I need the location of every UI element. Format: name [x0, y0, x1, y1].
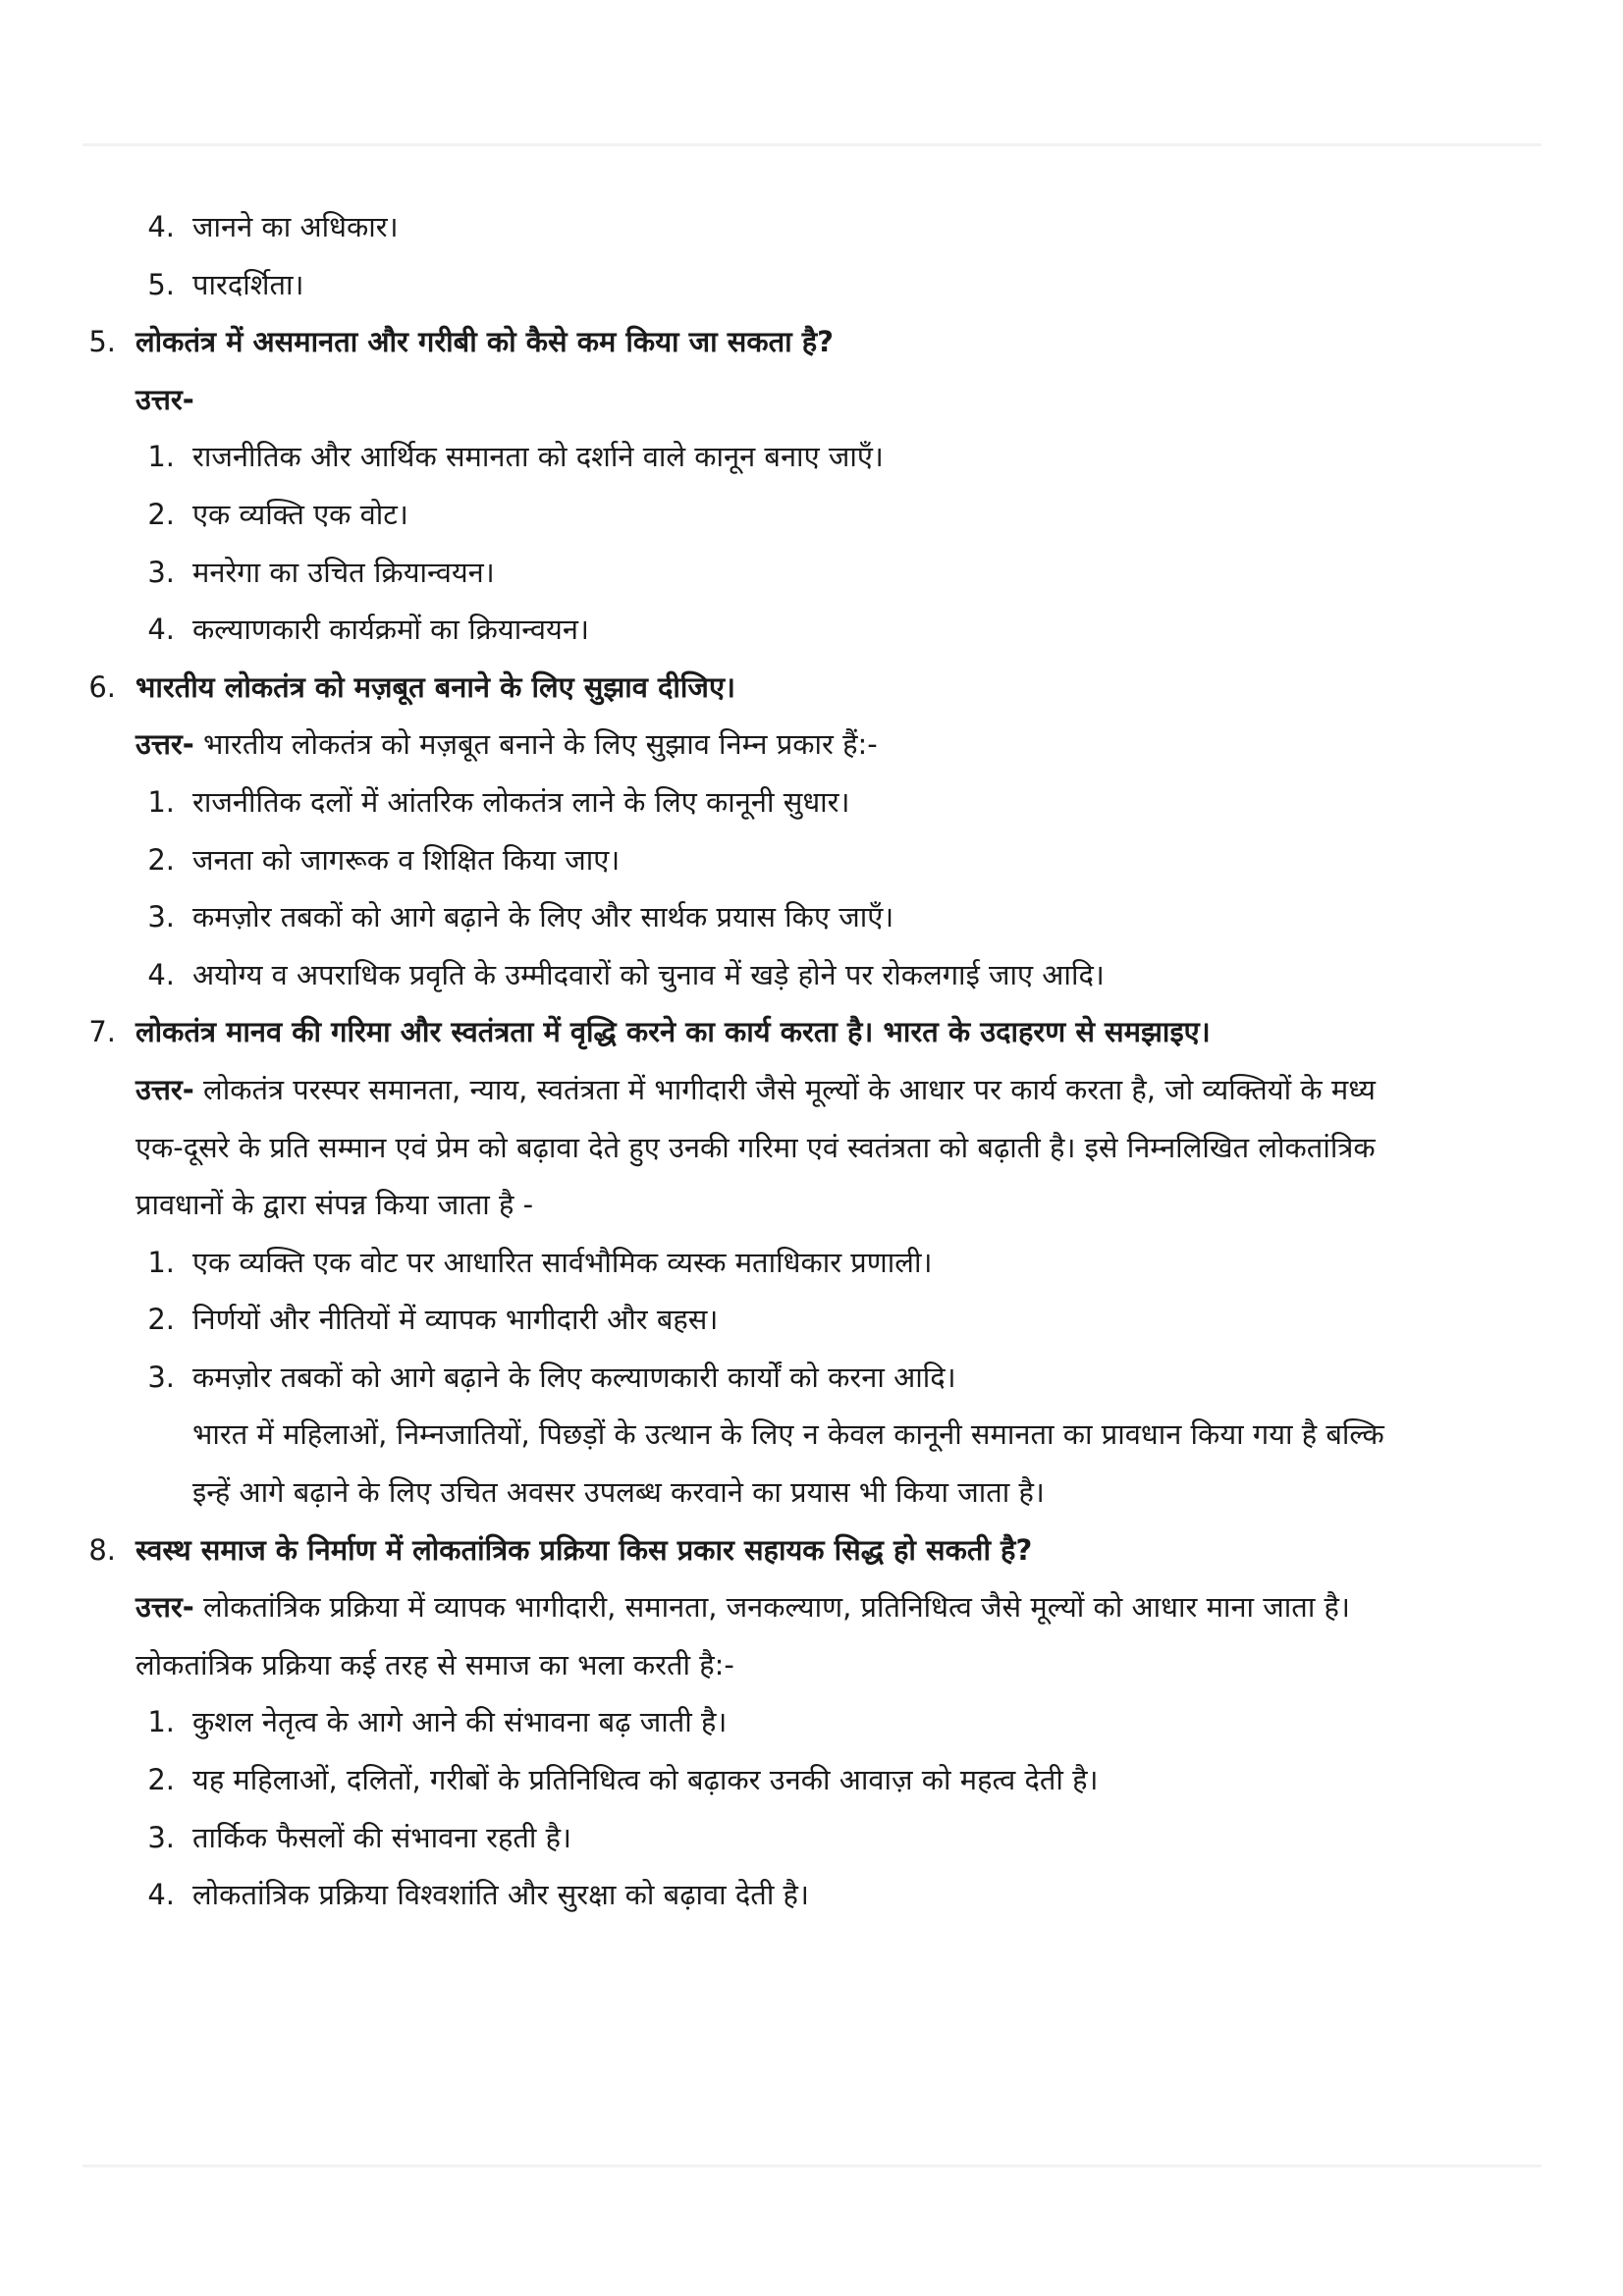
answer-label: उत्तर- [135, 382, 194, 416]
list-text: मनरेगा का उचित क्रियान्वयन। [192, 555, 495, 589]
list-text: लोकतांत्रिक प्रक्रिया विश्वशांति और सुरक्षा को बढ़ावा देती है। [192, 1878, 809, 1912]
answer-text: भारतीय लोकतंत्र को मज़बूत बनाने के लिए सुझाव निम्न प्रकार हैं:- [193, 727, 878, 762]
answer-text: लोकतांत्रिक प्रक्रिया कई तरह से समाज का भला करती है:- [135, 1647, 734, 1682]
question-8 [0, 1522, 1623, 1579]
question-text: भारतीय लोकतंत्र को मज़बूत बनाने के लिए सुझाव दीजिए। [135, 669, 735, 704]
list-item [0, 198, 1623, 256]
answer-label: उत्तर- [135, 727, 194, 762]
question-6 [0, 659, 1623, 717]
list-item [0, 1234, 1623, 1292]
answer-label: उत्तर- [135, 1072, 194, 1106]
question-7 [0, 1003, 1623, 1061]
list-number: 3. [147, 1360, 175, 1394]
list-text: एक व्यक्ति एक वोट। [192, 497, 408, 531]
list-number: 3. [147, 1820, 175, 1854]
question-text: लोकतंत्र में असमानता और गरीबी को कैसे कम किया जा सकता है? [135, 325, 834, 359]
answer-label: उत्तर- [135, 1590, 194, 1625]
list-number: 2. [147, 842, 175, 877]
list-number: 4. [147, 613, 175, 647]
list-item [0, 256, 1623, 314]
question-text: स्वस्थ समाज के निर्माण में लोकतांत्रिक प्रक्रिया किस प्रकार सहायक सिद्ध हो सकती है? [135, 1532, 1033, 1567]
list-number: 1. [147, 784, 175, 819]
answer-5-label [0, 371, 1623, 429]
answer-text: लोकतांत्रिक प्रक्रिया में व्यापक भागीदारी, समानता, जनकल्याण, प्रतिनिधित्व जैसे मूल्यों को आधार माना जाता है। [193, 1590, 1350, 1625]
answer-8-line [0, 1636, 1623, 1694]
answer-8-line [0, 1578, 1623, 1636]
list-number: 1. [147, 1705, 175, 1739]
question-number: 7. [88, 1015, 116, 1049]
header-divider [82, 143, 1542, 146]
list-text: कमज़ोर तबकों को आगे बढ़ाने के लिए और सार्थक प्रयास किए जाएँ। [192, 900, 894, 934]
list-number: 3. [147, 900, 175, 934]
list-item [0, 1751, 1623, 1809]
list-text: पारदर्शिता। [192, 267, 304, 301]
list-text: कुशल नेतृत्व के आगे आने की संभावना बढ़ जाती है। [192, 1705, 728, 1739]
list-number: 1. [147, 440, 175, 474]
continuation-text: भारत में महिलाओं, निम्नजातियों, पिछड़ों के उत्थान के लिए न केवल कानूनी समानता का प्रावधान किया गया है बल्कि [192, 1417, 1384, 1452]
list-item [0, 1349, 1623, 1407]
answer-6 [0, 716, 1623, 774]
continuation-text: इन्हें आगे बढ़ाने के लिए उचित अवसर उपलब्ध करवाने का प्रयास भी किया जाता है। [192, 1475, 1045, 1510]
list-item [0, 1866, 1623, 1924]
question-number: 8. [88, 1532, 116, 1567]
answer-7-line [0, 1119, 1623, 1177]
list-text: तार्किक फैसलों की संभावना रहती है। [192, 1820, 572, 1854]
answer-text: लोकतंत्र परस्पर समानता, न्याय, स्वतंत्रता में भागीदारी जैसे मूल्यों के आधार पर कार्य करता है, जो व्यक्तियों के मध्य [193, 1072, 1376, 1106]
answer-text: एक-दूसरे के प्रति सम्मान एवं प्रेम को बढ़ावा देते हुए उनकी गरिमा एवं स्वतंत्रता को बढ़ाती है। इसे निम्नलिखित लोकतांत्रिक [135, 1130, 1376, 1164]
answer-text: प्रावधानों के द्वारा संपन्न किया जाता है - [135, 1188, 534, 1222]
document-body [0, 198, 1623, 1924]
list-item [0, 1809, 1623, 1867]
list-item [0, 1693, 1623, 1751]
answer-7-line [0, 1176, 1623, 1234]
list-number: 1. [147, 1245, 175, 1279]
list-text: राजनीतिक दलों में आंतरिक लोकतंत्र लाने के लिए कानूनी सुधार। [192, 784, 850, 819]
list-text: यह महिलाओं, दलितों, गरीबों के प्रतिनिधित्व को बढ़ाकर उनकी आवाज़ को महत्व देती है। [192, 1763, 1099, 1797]
list-text: जानने का अधिकार। [192, 210, 399, 243]
list-number: 3. [147, 555, 175, 589]
list-text: जनता को जागरूक व शिक्षित किया जाए। [192, 842, 621, 877]
list-number: 4. [147, 1878, 175, 1912]
list-text: राजनीतिक और आर्थिक समानता को दर्शाने वाले कानून बनाए जाएँ। [192, 440, 884, 474]
question-number: 6. [88, 669, 116, 704]
list-text: एक व्यक्ति एक वोट पर आधारित सार्वभौमिक व्यस्क मताधिकार प्रणाली। [192, 1245, 933, 1279]
list-item [0, 601, 1623, 659]
list-number: 4. [147, 957, 175, 991]
question-number: 5. [88, 325, 116, 359]
continuation-paragraph [0, 1406, 1623, 1464]
list-item [0, 888, 1623, 946]
list-item [0, 946, 1623, 1004]
list-number: 2. [147, 497, 175, 531]
list-item [0, 774, 1623, 831]
list-item [0, 831, 1623, 889]
answer-7-line [0, 1061, 1623, 1119]
question-text: लोकतंत्र मानव की गरिमा और स्वतंत्रता में वृद्धि करने का कार्य करता है। भारत के उदाहरण से समझाइए। [135, 1015, 1211, 1049]
list-text: कमज़ोर तबकों को आगे बढ़ाने के लिए कल्याणकारी कार्यों को करना आदि। [192, 1360, 956, 1394]
list-number: 2. [147, 1763, 175, 1797]
footer-divider [82, 2164, 1542, 2167]
list-number: 5. [147, 267, 175, 301]
list-item [0, 544, 1623, 602]
list-text: कल्याणकारी कार्यक्रमों का क्रियान्वयन। [192, 613, 589, 647]
list-number: 4. [147, 210, 175, 243]
continuation-paragraph [0, 1464, 1623, 1522]
question-5 [0, 313, 1623, 371]
list-number: 2. [147, 1303, 175, 1337]
list-text: अयोग्य व अपराधिक प्रवृति के उम्मीदवारों को चुनाव में खड़े होने पर रोकलगाई जाए आदि। [192, 957, 1105, 991]
list-item [0, 486, 1623, 544]
list-item [0, 428, 1623, 486]
list-item [0, 1291, 1623, 1349]
list-text: निर्णयों और नीतियों में व्यापक भागीदारी और बहस। [192, 1303, 719, 1337]
